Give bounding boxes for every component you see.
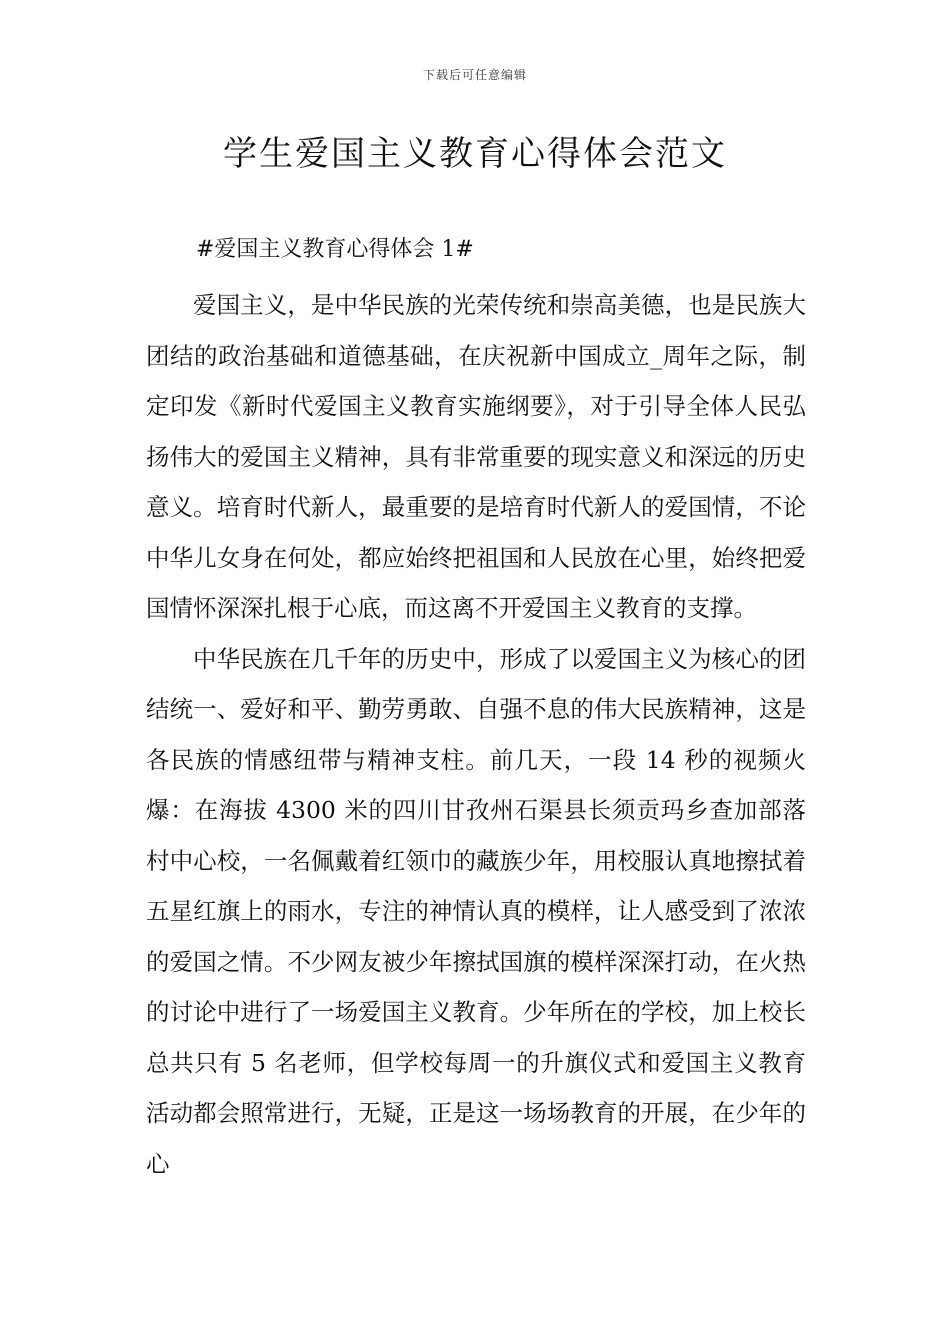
header-note: 下载后可任意编辑: [422, 68, 527, 82]
paragraph-2: 中华民族在几千年的历史中，形成了以爱国主义为核心的团结统一、爱好和平、勤劳勇敢、自强不息的伟大民族精神，这是各民族的情感纽带与精神支柱。前几天，一段 14 秒的视频火爆：在海拔 4300 米的四川甘孜州石渠县长须贡玛乡查加部落村中心校，一名佩戴着红领巾的藏族少年，用校服认真地擦拭着五星红旗上的雨水，专注的神情认真的模样，让人感受到了浓浓的爱国之情。不少网友被少年擦拭国旗的模样深深打动，在火热的讨论中进行了一场爱国主义教育。少年所在的学校，加上校长总共只有 5 名老师，但学校每周一的升旗仪式和爱国主义教育活动都会照常进行，无疑，正是这一场场教育的开展，在少年的心: [146, 644, 806, 1178]
document-title: 学生爱国主义教育心得体会范文: [223, 134, 727, 174]
paragraph-1: 爱国主义，是中华民族的光荣传统和崇高美德，也是民族大团结的政治基础和道德基础，在庆祝新中国成立_周年之际，制定印发《新时代爱国主义教育实施纲要》，对于引导全体人民弘扬伟大的爱国主义精神，具有非常重要的现实意义和深远的历史意义。培育时代新人，最重要的是培育时代新人的爱国情，不论中华儿女身在何处，都应始终把祖国和人民放在心里，始终把爱国情怀深深扎根于心底，而这离不开爱国主义教育的支撑。: [146, 291, 806, 622]
document-body: [146, 280, 806, 1189]
section-heading: #爱国主义教育心得体会 1#: [196, 237, 474, 262]
